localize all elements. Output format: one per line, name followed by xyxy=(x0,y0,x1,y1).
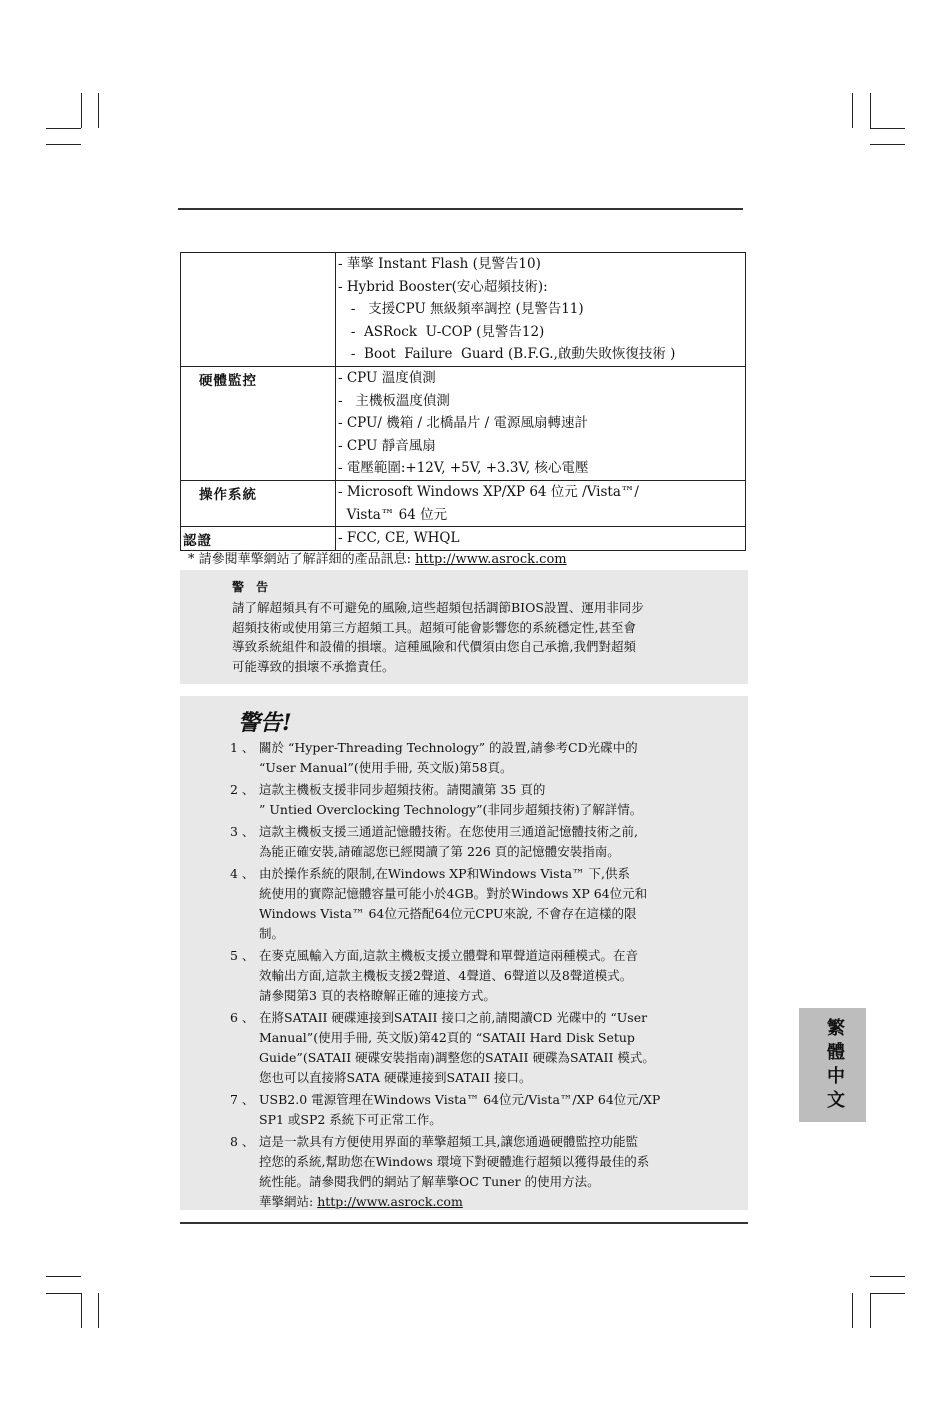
row-content xyxy=(336,527,746,551)
warning-line: 效輸出方面,這款主機板支援2聲道、4聲道、6聲道以及8聲道模式。 xyxy=(259,968,633,983)
crop-mark xyxy=(46,1276,81,1277)
row-content xyxy=(336,253,746,367)
spec-line: - Boot Failure Guard (B.F.G.,啟動失敗恢復技術 ) xyxy=(338,346,676,363)
asrock-link[interactable]: http://www.asrock.com xyxy=(415,552,567,567)
crop-mark xyxy=(870,1293,905,1294)
caution-line: 超頻技術或使用第三方超頻工具。超頻可能會影響您的系統穩定性,甚至會 xyxy=(232,619,636,635)
crop-mark xyxy=(46,128,81,129)
warning-number: 4 、 xyxy=(230,866,255,881)
spec-line: - Hybrid Booster(安心超頻技術): xyxy=(338,278,548,295)
caution-title: 警 告 xyxy=(232,580,273,594)
table-row xyxy=(181,253,746,367)
row-content xyxy=(336,480,746,526)
spec-line: - FCC, CE, WHQL xyxy=(338,530,460,547)
warning-number: 7 、 xyxy=(230,1092,255,1107)
spec-line: Vista™ 64 位元 xyxy=(338,506,448,523)
spec-line: - CPU 靜音風扇 xyxy=(338,437,436,454)
warning-item xyxy=(230,946,700,1006)
crop-mark xyxy=(46,1293,81,1294)
warning-number: 2 、 xyxy=(230,782,255,797)
warning-line: 這是一款具有方便使用界面的華擎超頻工具,讓您通過硬體監控功能監 xyxy=(259,1134,638,1149)
row-label xyxy=(181,253,336,367)
crop-mark xyxy=(870,1276,905,1277)
warning-line: 控您的系統,幫助您在Windows 環境下對硬體進行超頻以獲得最佳的系 xyxy=(259,1154,650,1169)
caution-line: 導致系統組件和設備的損壞。這種風險和代價須由您自己承擔,我們對超頻 xyxy=(232,639,636,654)
warning-line: 這款主機板支援非同步超頻技術。請閱讀第 35 頁的 xyxy=(259,782,546,797)
spec-line: - 電壓範圍:+12V, +5V, +3.3V, 核心電壓 xyxy=(338,460,589,477)
warning-website xyxy=(259,1192,700,1212)
warning-item xyxy=(230,1132,700,1212)
warnings-box xyxy=(180,696,748,1210)
crop-mark xyxy=(81,93,82,128)
warning-item xyxy=(230,738,700,778)
warning-number: 1 、 xyxy=(230,740,255,755)
table-row xyxy=(181,527,746,551)
warning-item xyxy=(230,822,700,862)
row-label: 認證 xyxy=(181,527,336,551)
spec-line: - CPU/ 機箱 / 北橋晶片 / 電源風扇轉速計 xyxy=(338,415,589,432)
warning-item xyxy=(230,1008,700,1088)
warning-line: 統性能。請參閱我們的網站了解華擎OC Tuner 的使用方法。 xyxy=(259,1174,600,1189)
warning-line: 這款主機板支援三通道記憶體技術。在您使用三通道記憶體技術之前, xyxy=(259,824,638,839)
spec-line: - 華擎 Instant Flash (見警告10) xyxy=(338,256,541,272)
row-content xyxy=(336,366,746,480)
warning-line: 由於操作系統的限制,在Windows XP和Windows Vista™ 下,供系 xyxy=(259,866,631,881)
footnote xyxy=(188,548,567,567)
warning-item xyxy=(230,780,700,820)
warning-line: 為能正確安裝,請確認您已經閱讀了第 226 頁的記憶體安裝指南。 xyxy=(259,844,620,859)
asrock-website-link[interactable]: http://www.asrock.com xyxy=(317,1194,463,1209)
caution-text xyxy=(232,598,702,676)
warning-line: 在將SATAII 硬碟連接到SATAII 接口之前,請閱讀CD 光碟中的 “User xyxy=(259,1010,648,1025)
row-label: 硬體監控 xyxy=(181,366,336,480)
language-tab-label: 繁體中文 xyxy=(824,1018,845,1114)
warning-line: Manual”(使用手冊, 英文版)第42頁的 “SATAII Hard Disk Setup xyxy=(259,1030,635,1045)
warning-line: Guide”(SATAII 硬碟安裝指南)調整您的SATAII 硬碟為SATAII 模式。 xyxy=(259,1050,655,1065)
warning-item xyxy=(230,1090,700,1130)
crop-mark xyxy=(870,128,905,129)
spec-line: - CPU 溫度偵測 xyxy=(338,369,436,386)
spec-table xyxy=(180,252,746,551)
language-tab xyxy=(799,1008,866,1122)
crop-mark xyxy=(98,93,99,128)
warnings-list xyxy=(230,738,700,1214)
table-row xyxy=(181,366,746,480)
warning-line: USB2.0 電源管理在Windows Vista™ 64位元/Vista™/XP 64位元/XP xyxy=(259,1092,661,1107)
spec-line: - 主機板溫度偵測 xyxy=(338,392,450,409)
spec-line: - ASRock U-COP (見警告12) xyxy=(338,323,545,340)
crop-mark xyxy=(852,1293,853,1328)
warnings-title: 警告! xyxy=(238,710,292,736)
caution-box xyxy=(180,570,748,684)
warning-number: 8 、 xyxy=(230,1134,255,1149)
caution-line: 可能導致的損壞不承擔責任。 xyxy=(232,658,395,674)
warning-line: 您也可以直接將SATA 硬碟連接到SATAII 接口。 xyxy=(259,1070,532,1085)
warning-number: 5 、 xyxy=(230,948,255,963)
table-row xyxy=(181,480,746,526)
warning-line: 制。 xyxy=(259,926,285,941)
warning-line: ” Untied Overclocking Technology”(非同步超頻技術)了解詳情。 xyxy=(259,802,643,817)
warning-number: 3 、 xyxy=(230,824,255,839)
spec-line: - 支援CPU 無級頻率調控 (見警告11) xyxy=(338,301,584,318)
spec-line: - Microsoft Windows XP/XP 64 位元 /Vista™/ xyxy=(338,483,639,500)
warning-line: 在麥克風輸入方面,這款主機板支援立體聲和單聲道這兩種模式。在音 xyxy=(259,948,638,963)
warning-line: “User Manual”(使用手冊, 英文版)第58頁。 xyxy=(259,760,513,775)
footnote-text: * 請參閱華擎網站了解詳細的產品訊息: xyxy=(188,552,416,567)
footer-rule xyxy=(180,1222,748,1224)
crop-mark xyxy=(81,1293,82,1328)
warning-line: Windows Vista™ 64位元搭配64位元CPU來說, 不會存在這樣的限 xyxy=(259,906,637,921)
warning-number: 6 、 xyxy=(230,1010,255,1025)
warning-line: SP1 或SP2 系統下可正常工作。 xyxy=(259,1112,442,1127)
caution-line: 請了解超頻具有不可避免的風險,這些超頻包括調節BIOS設置、運用非同步 xyxy=(232,600,644,615)
website-label: 華擎網站: xyxy=(259,1194,318,1209)
crop-mark xyxy=(870,1293,871,1328)
warning-line: 關於 “Hyper-Threading Technology” 的設置,請參考CD光碟中的 xyxy=(259,740,638,755)
crop-mark xyxy=(852,93,853,128)
warning-item xyxy=(230,864,700,944)
crop-mark xyxy=(870,93,871,128)
header-rule xyxy=(178,208,743,210)
row-label: 操作系統 xyxy=(181,480,336,526)
warning-line: 統使用的實際記憶體容量可能小於4GB。對於Windows XP 64位元和 xyxy=(259,886,648,901)
crop-mark xyxy=(46,144,81,145)
crop-mark xyxy=(870,144,905,145)
crop-mark xyxy=(98,1293,99,1328)
warning-line: 請參閱第3 頁的表格瞭解正確的連接方式。 xyxy=(259,988,496,1003)
